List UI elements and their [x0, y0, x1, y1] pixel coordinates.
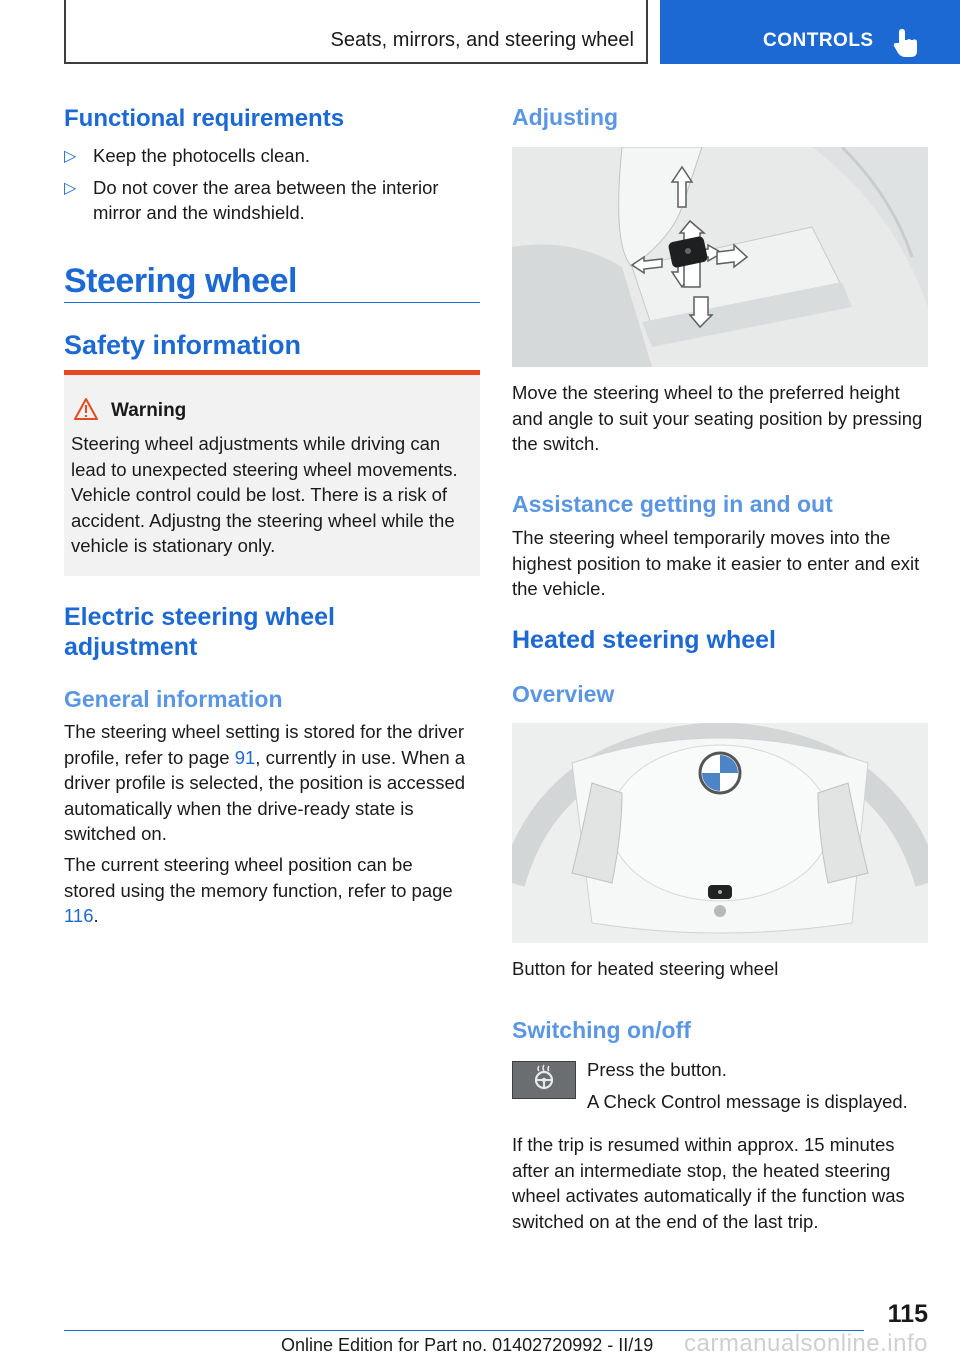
list-item: ▷ Keep the photocells clean. — [64, 143, 474, 169]
warning-triangle-icon — [73, 397, 99, 421]
edition-text: Online Edition for Part no. 01402720992 - II/19 — [281, 1335, 654, 1355]
heading-rule — [64, 302, 480, 303]
switching-heading: Switching on/off — [512, 1017, 691, 1043]
adjusting-text: Move the steering wheel to the preferred height and angle to suit your seating position by pressing the switch. — [512, 382, 923, 454]
steering-column-switch-illustration — [512, 147, 928, 367]
assistance-text: The steering wheel temporarily moves into the highest position to make it easier to enter and exit the vehicle. — [512, 527, 920, 599]
requirements-list — [64, 143, 474, 232]
triangle-bullet-icon: ▷ — [64, 179, 77, 197]
steering-wheel-overview-illustration — [512, 723, 928, 943]
general-info-paragraph-1: The steering wheel setting is stored for the driver profile, refer to page 91, currently in use. When a driver profile is selected, the position is accessed automatically when the drive-ready state is switched on. — [64, 721, 466, 844]
heated-steering-wheel-heading: Heated steering wheel — [512, 626, 776, 654]
page-116-link[interactable]: 116 — [64, 905, 94, 926]
general-info-paragraph-2: The current steering wheel position can be stored using the memory function, refer to page 116. — [64, 854, 453, 926]
list-item: ▷ Do not cover the area between the interior mirror and the windshield. — [64, 176, 439, 223]
safety-information-heading: Safety information — [64, 330, 302, 360]
triangle-bullet-icon: ▷ — [64, 148, 77, 165]
warning-title: Warning — [111, 400, 187, 421]
general-information-heading: General information — [64, 686, 283, 712]
hand-pointing-icon — [890, 26, 924, 60]
switch-step-2: A Check Control message is displayed. — [587, 1091, 908, 1112]
controls-tab-label: CONTROLS — [763, 30, 874, 51]
adjusting-heading: Adjusting — [512, 104, 619, 130]
overview-caption: Button for heated steering wheel — [512, 958, 779, 979]
page-number: 115 — [887, 1300, 928, 1328]
page-91-link[interactable]: 91 — [234, 746, 256, 768]
warning-text: Steering wheel adjustments while driving can lead to unexpected steering wheel movements. Vehicle control could be lost. There is a risk of accident. Adjustng the steering wheel while the vehicle is stationary only. — [71, 433, 458, 556]
switch-step-1: Press the button. — [587, 1059, 727, 1080]
heated-steering-wheel-button-icon — [512, 1061, 576, 1099]
section-title: Seats, mirrors, and steering wheel — [330, 29, 634, 51]
assistance-heading: Assistance getting in and out — [512, 491, 833, 517]
watermark: carmanualsonline.info — [684, 1330, 928, 1357]
overview-heading: Overview — [512, 681, 615, 707]
functional-requirements-heading: Functional requirements — [64, 105, 345, 132]
steering-wheel-heading: Steering wheel — [64, 262, 297, 300]
electric-adjustment-heading: Electric steering wheel adjustment — [64, 603, 335, 661]
resume-text: If the trip is resumed within approx. 15 minutes after an intermediate stop, the heated steering wheel activates automatically if the function was switched on at the end of the last trip. — [512, 1134, 905, 1232]
